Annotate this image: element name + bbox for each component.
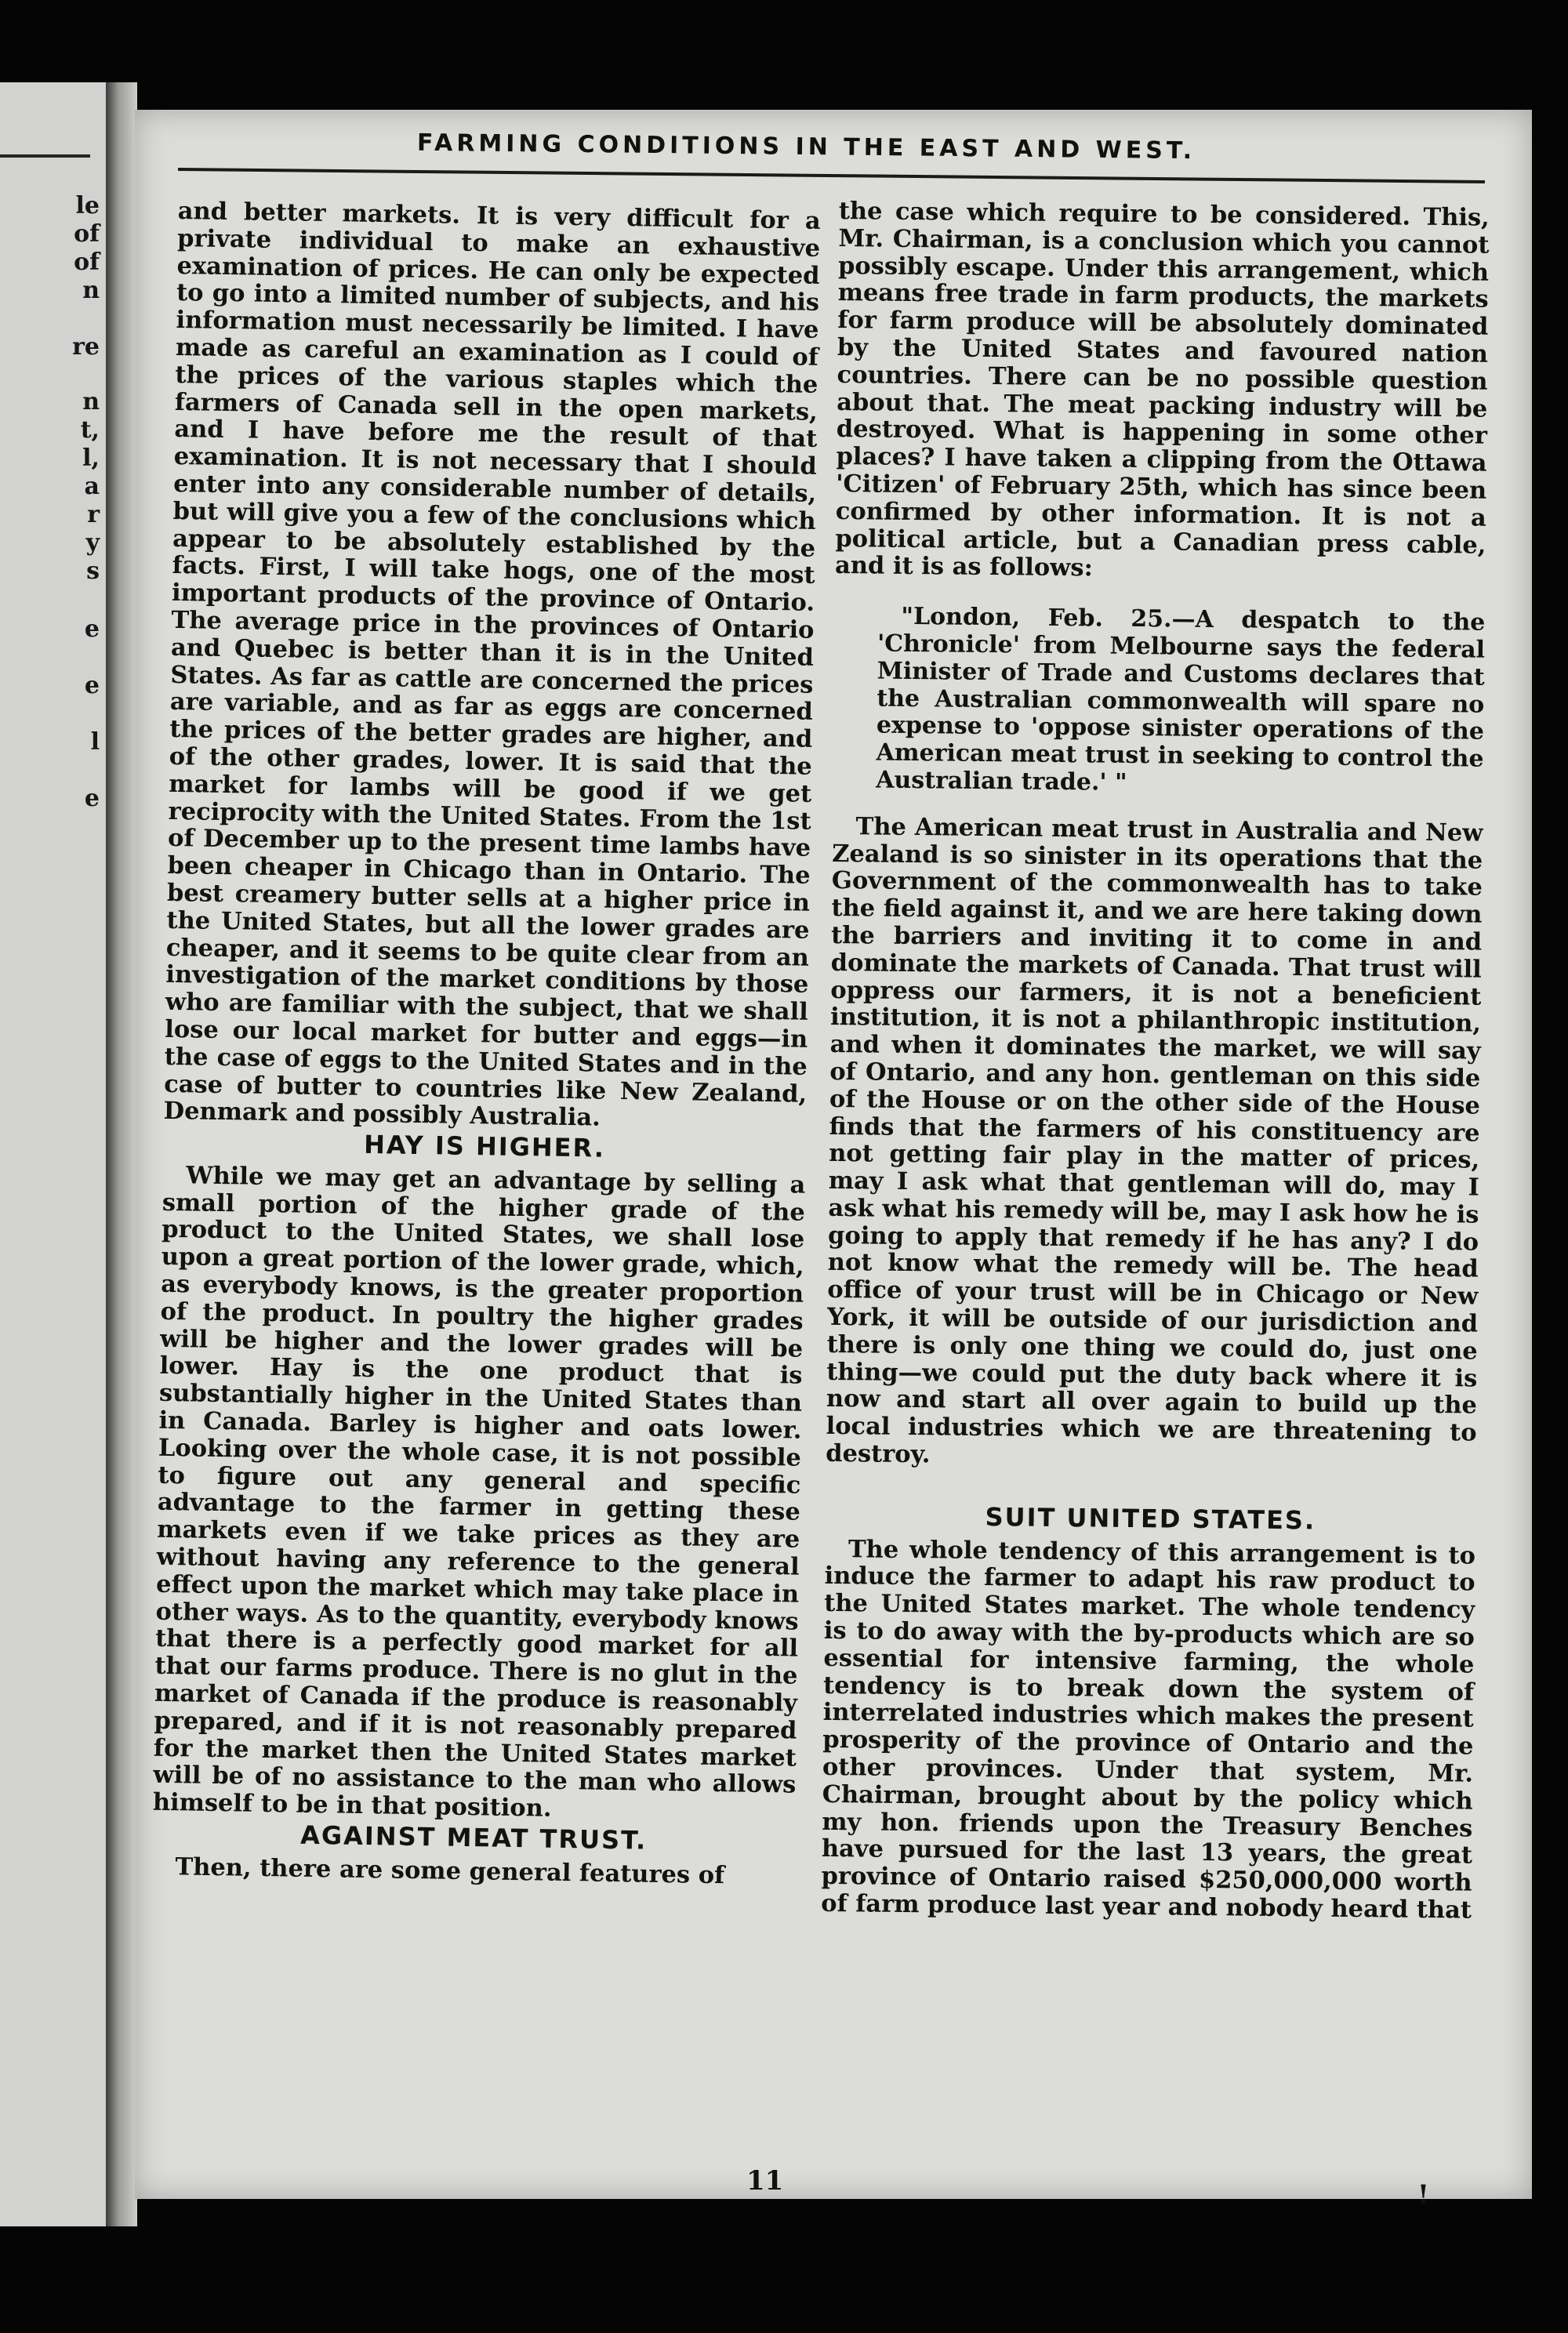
- previous-page-fragment: e: [84, 785, 100, 812]
- previous-page-edge: [0, 82, 106, 2226]
- previous-page-fragment: t,: [80, 416, 100, 444]
- previous-page-fragment: le: [75, 192, 100, 220]
- left-column: [151, 198, 821, 1890]
- previous-page-fragment: e: [84, 615, 100, 643]
- paragraph: The whole tendency of this arrangement is to induce the farmer to adapt his raw product to the United States market. The whole tendency is to do away with the by-products which are so essential for intensive farming, the whole tendency is to break down the system of interrelated industries which makes the present prosperity of the province of Ontario and the other provinces. Under that system, Mr. Chairman, brought about by the policy which my hon. friends upon the Treasury Benches have pursued for the last 13 years, the great province of Ontario raised $250,000,000 worth of farm produce last year and nobody heard that: [821, 1534, 1476, 1925]
- previous-page-fragment: s: [86, 557, 100, 585]
- section-heading: SUIT UNITED STATES.: [985, 1501, 1316, 1536]
- previous-page-fragment: n: [82, 388, 100, 415]
- paragraph: and better markets. It is very difficult for a private individual to make an exhaustive examination of prices. He can only be expected to go into a limited number of subjects, and his information must necessarily be limited. I have made as careful an examination as I could of the prices of the various staples which the farmers of Canada sell in the open markets, and I have before me the result of that examination. It is not necessary that I should enter into any considerable number of details, but will give you a few of the conclusions which appear to be absolutely established by the facts. First, I will take hogs, one of the most important products of the province of Ontario. The average price in the provinces of Ontario and Quebec is better than it is in the United States. As far as cattle are concerned the prices are variable, and as far as eggs are concerned the prices of the better grades are higher, and of the other grades, lower. It is said that the market for lambs will be good if we get reciprocity with the United States. From the 1st of December up to the present time lambs have been cheaper in Chicago than in Ontario. The best creamery butter sells at a higher price in the United States, but all the lower grades are cheaper, and it seems to be quite clear from an investigation of the market conditions by those who are familiar with the subject, that we shall lose our local market for butter and eggs—in the case of eggs to the United States and in the case of butter to countries like New Zealand, Denmark and possibly Australia.: [163, 197, 821, 1132]
- previous-page-fragment: a: [84, 473, 100, 500]
- spacer: [826, 1468, 1476, 1506]
- paragraph: the case which require to be considered. This, Mr. Chairman, is a conclusion which you cannot possibly escape. Under this arrangement, which means free trade in farm products, the markets for farm produce will be absolutely dominated by the United States and favoured nation countries. There can be no possible question about that. The meat packing industry will be destroyed. What is happening in some other places? I have taken a clipping from the Ottawa 'Citizen' of February 25th, which has since been confirmed by other information. It is not a political article, but a Canadian press cable, and it is as follows:: [834, 197, 1490, 582]
- page-header-title: FARMING CONDITIONS IN THE EAST AND WEST.: [416, 129, 1196, 165]
- previous-page-fragment: y: [85, 529, 100, 557]
- previous-page-fragment: of: [74, 249, 100, 276]
- section-heading: HAY IS HIGHER.: [363, 1129, 606, 1163]
- block-quote: "London, Feb. 25.—A despatch to the 'Chronicle' from Melbourne says the federal Minister of Trade and Customs declares that the Australian commonwealth will spare no expense to 'oppose sinister operations of the American meat trust in seeking to control the Australian trade.' ": [876, 603, 1486, 796]
- previous-page-fragment: re: [72, 333, 100, 361]
- document-page: [135, 110, 1532, 2211]
- paragraph: While we may get an advantage by selling a small portion of the higher grade of the product to the United States, we shall lose upon a great portion of the lower grade, which, as everybody knows, is the greater proportion of the product. In poultry the higher grades will be higher and the lower grades will be lower. Hay is the one product that is substantially higher in the United States than in Canada. Barley is higher and oats lower. Looking over the whole case, it is not possible to figure out any general and specific advantage to the farmer in getting these markets even if we take prices as they are without having any reference to the general effect upon the market which may take place in other ways. As to the quantity, everybody knows that there is a perfectly good market for all that our farms produce. There is no glut in the market of Canada if the produce is reasonably prepared, and if it is not reasonably prepared for the market then the United States market will be of no assistance to the man who allows himself to be in that position.: [152, 1161, 806, 1823]
- margin-mark: !: [1417, 2179, 1429, 2211]
- page-number: 11: [746, 2165, 784, 2197]
- previous-page-fragment: l,: [82, 444, 100, 472]
- paragraph: The American meat trust in Australia and New Zealand is so sinister in its operations that the Government of the commonwealth has to take the field against it, and we are here taking down the barriers and inviting it to come in and dominate the markets of Canada. That trust will oppress our farmers, it is not a beneficient institution, it is not a philanthropic institution, and when it dominates the market, we will say of Ontario, and any hon. gentleman on this side of the House or on the other side of the House finds that the farmers of his constituency are not getting fair play in the matter of prices, may I ask what that gentleman will do, may I ask what his remedy will be, may I ask how he is going to apply that remedy if he has any? I do not know what the remedy will be. The head office of your trust will be in Chicago or New York, it will be outside of our jurisdiction and there is only one thing we could do, just one thing—we could put the duty back where it is now and start all over again to build up the local industries which we are threatening to destroy.: [826, 812, 1483, 1469]
- book-binding: [106, 82, 137, 2226]
- previous-page-fragment: e: [84, 672, 100, 699]
- paragraph: Then, there are some general features of: [175, 1852, 725, 1890]
- previous-page-fragment: n: [82, 277, 100, 304]
- previous-page-rule: [0, 154, 90, 158]
- previous-page-fragment: r: [87, 501, 100, 528]
- header-rule: [178, 168, 1485, 183]
- section-heading: AGAINST MEAT TRUST.: [299, 1820, 648, 1856]
- previous-page-fragment: l: [90, 728, 100, 756]
- previous-page-fragment: of: [74, 220, 100, 248]
- right-column: [821, 198, 1490, 1924]
